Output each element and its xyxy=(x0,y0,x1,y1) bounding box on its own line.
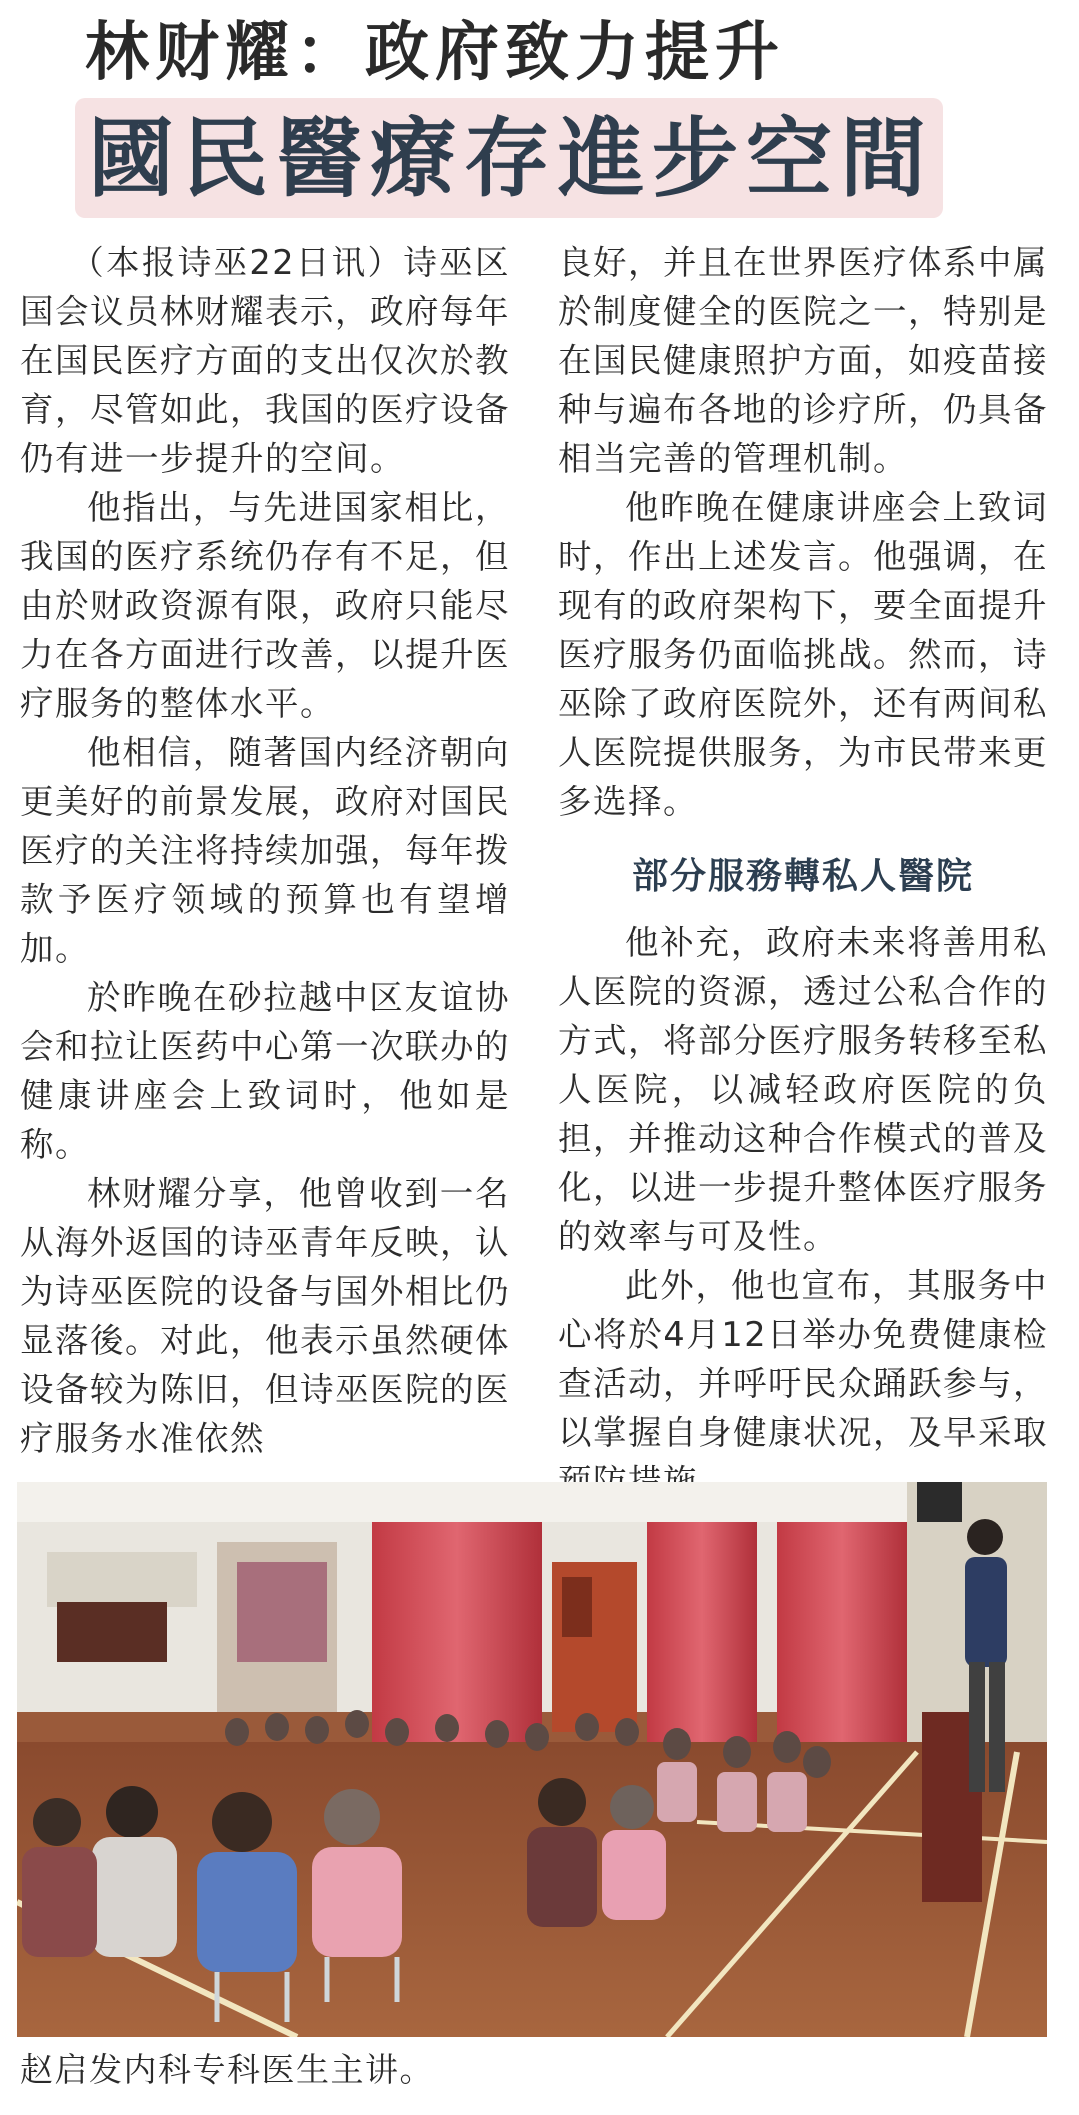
article-paragraph: 此外，他也宣布，其服务中心将於4月12日举办免费健康检查活动，并呼吁民众踊跃参与，以掌握自身健康状况，及早采取 xyxy=(558,1266,1048,1452)
article-paragraph: 他补充，政府未来将善用私人医院的资源，透过公私合作的方式，将部分医疗服务转移至私人医院，以减轻政府医院的负担，并推动这种合作模式的普及化，以进一步提升整体医疗服务的效率与可及性。 xyxy=(558,923,1048,1256)
article-paragraph: 他指出，与先进国家相比，我国的医疗系统仍存有不足，但由於财政资源有限，政府只能尽力在各方面进行改善，以提升医疗服务的整体水平。 xyxy=(20,488,510,723)
article-subheading: 部分服務轉私人醫院 xyxy=(631,855,974,897)
article-paragraph: 林财耀分享，他曾收到一名从海外返国的诗巫青年反映，认为诗巫医院的设备与国外相比仍显落後。对此，他表示虽然硬体设备较为陈旧，但诗巫医院的医疗服务水准依然 xyxy=(20,1174,510,1458)
article-paragraph: 他相信，随著国内经济朝向更美好的前景发展，政府对国民医疗的关注将持续加强，每年拨款予医疗领域的预算也有望增加。 xyxy=(20,733,510,968)
article-paragraph: 於昨晚在砂拉越中区友谊协会和拉让医药中心第一次联办的健康讲座会上致词时，他如是称。 xyxy=(20,978,510,1164)
headline-line2: 國民醫療存進步空間 xyxy=(88,108,934,209)
article-paragraph: 良好，并且在世界医疗体系中属於制度健全的医院之一，特别是在国民健康照护方面，如疫苗接种与遍布各地的诊疗所，仍具备相当完善的管理机制。 xyxy=(558,243,1048,478)
photo-caption: 赵启发内科专科医生主讲。 xyxy=(20,2050,434,2089)
health-talk-photo xyxy=(17,1482,1047,2037)
news-photo xyxy=(17,1482,1047,2037)
article-paragraph: 他昨晚在健康讲座会上致词时，作出上述发言。他强调，在现有的政府架构下，要全面提升医疗服务仍面临挑战。然而，诗巫除了政府医院外，还有两间私人医院提供服务，为市民带来更多选择。 xyxy=(558,488,1048,821)
article-paragraph: （本报诗巫22日讯）诗巫区国会议员林财耀表示，政府每年在国民医疗方面的支出仅次於教育，尽管如此，我国的医疗设备仍有进一步提升的空间。 xyxy=(20,243,510,478)
article-column-right xyxy=(558,238,1048,1506)
article-column-left xyxy=(20,238,510,1463)
headline-line1: 林财耀：政府致力提升 xyxy=(85,15,785,90)
